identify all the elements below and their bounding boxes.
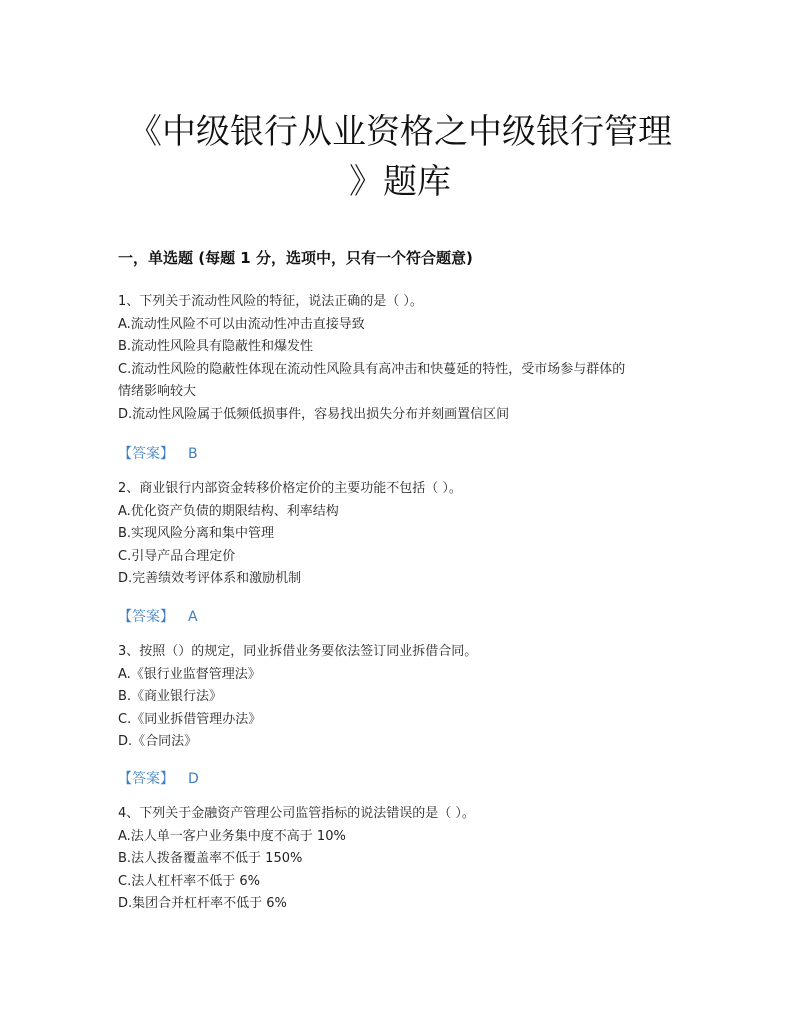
question-1-option-d: D.流动性风险属于低频低损事件，容易找出损失分布并刻画置信区间: [118, 406, 510, 422]
question-4-stem: 4、下列关于金融资产管理公司监管指标的说法错误的是（ ）。: [118, 806, 475, 821]
answer-label: 【答案】: [118, 609, 174, 625]
question-3-option-d: D.《合同法》: [118, 734, 198, 749]
answer-value: A: [188, 609, 198, 625]
question-4: [118, 803, 688, 916]
section-heading: 一，单选题 (每题 1 分，选项中，只有一个符合题意): [118, 249, 473, 267]
question-4-option-b: B.法人拨备覆盖率不低于 150%: [118, 851, 303, 866]
answer-value: D: [188, 771, 199, 787]
document-title-line-2: 》题库: [349, 162, 451, 202]
question-2-option-b: B.实现风险分离和集中管理: [118, 526, 275, 541]
question-1-option-b: B.流动性风险具有隐蔽性和爆发性: [118, 339, 314, 354]
answer-value: B: [188, 446, 198, 462]
question-2-stem: 2、商业银行内部资金转移价格定价的主要功能不包括（ ）。: [118, 481, 462, 496]
answer-label: 【答案】: [118, 771, 174, 787]
question-3-option-b: B.《商业银行法》: [118, 689, 223, 704]
question-3-answer: [118, 768, 199, 788]
question-2-option-d: D.完善绩效考评体系和激励机制: [118, 571, 302, 586]
question-1-stem: 1、下列关于流动性风险的特征，说法正确的是（ ）。: [118, 294, 423, 309]
question-1-option-c-continued: 情绪影响较大: [118, 384, 197, 399]
question-4-option-d: D.集团合并杠杆率不低于 6%: [118, 896, 287, 911]
question-3-option-a: A.《银行业监督管理法》: [118, 666, 261, 682]
document-title-line-1: 《中级银行从业资格之中级银行管理: [128, 112, 672, 152]
question-2-option-c: C.引导产品合理定价: [118, 548, 236, 564]
question-4-option-c: C.法人杠杆率不低于 6%: [118, 873, 260, 889]
question-4-option-a: A.法人单一客户业务集中度不高于 10%: [118, 828, 346, 844]
answer-label: 【答案】: [118, 446, 174, 462]
question-1: [118, 291, 688, 426]
question-1-option-c: C.流动性风险的隐蔽性体现在流动性风险具有高冲击和快蔓延的特性，受市场参与群体的: [118, 361, 626, 377]
question-2-option-a: A.优化资产负债的期限结构、利率结构: [118, 503, 339, 519]
question-3-option-c: C.《同业拆借管理办法》: [118, 711, 262, 727]
question-1-answer: [118, 443, 198, 463]
question-2-answer: [118, 606, 198, 626]
question-2: [118, 478, 688, 591]
question-3-stem: 3、按照（）的规定，同业拆借业务要依法签订同业拆借合同。: [118, 644, 478, 659]
question-3: [118, 641, 688, 754]
question-1-option-a: A.流动性风险不可以由流动性冲击直接导致: [118, 316, 365, 332]
